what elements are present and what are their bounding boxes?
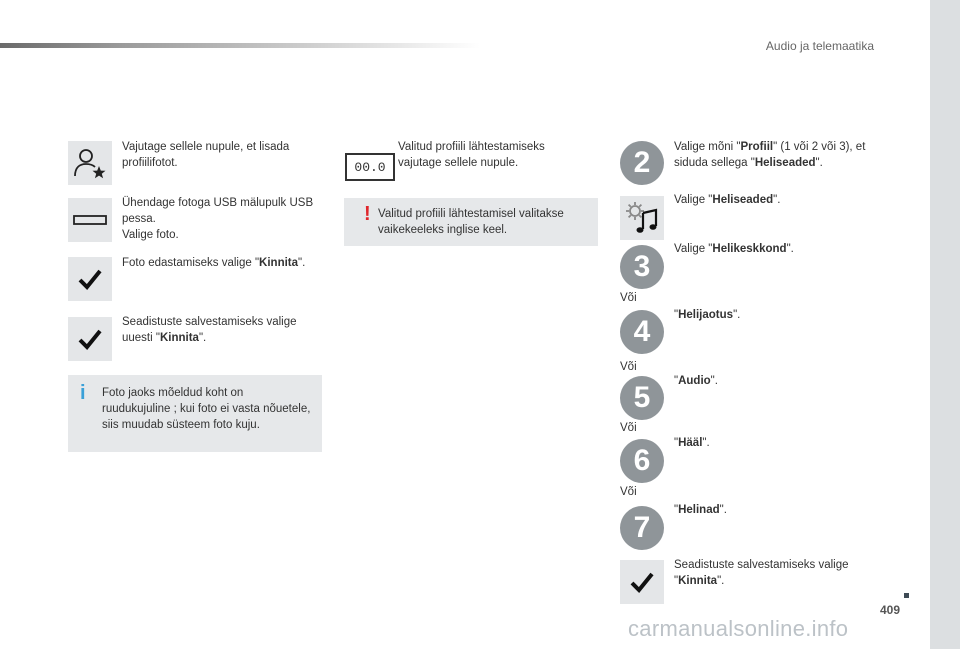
gear-music-icon	[620, 196, 664, 240]
confirm-keyword: Kinnita	[678, 575, 718, 587]
profile-keyword: Profiil	[740, 141, 774, 153]
text-part: ".	[717, 575, 725, 587]
select-profile-text	[674, 139, 880, 171]
text-part: " (1 või 2 või 3), et siduda sellega "	[674, 141, 866, 169]
text-part: Valige mõni "	[674, 141, 741, 153]
warning-icon: !	[364, 203, 371, 225]
info-note	[68, 375, 322, 452]
voice-keyword: Hääl	[678, 437, 703, 449]
text-part: Valige "	[674, 194, 713, 206]
usb-line-1: Ühendage fotoga USB mälupulk USB pessa.	[122, 197, 314, 225]
select-environment-text	[674, 241, 874, 257]
usb-line-2: Valige foto.	[122, 229, 179, 241]
reset-profile-text: Valitud profiili lähtestamiseks vajutage sellele nupule.	[398, 141, 545, 169]
or-label: Või	[620, 361, 637, 373]
distribution-keyword: Helijaotus	[678, 309, 734, 321]
final-save-text	[674, 557, 874, 589]
step-number-4: 4	[620, 310, 664, 354]
add-photo-text: Vajutage sellele nupule, et lisada profiilifotot.	[122, 141, 290, 169]
info-icon: i	[80, 382, 86, 404]
text-part: Seadistuste salvestamiseks valige uuesti "	[122, 316, 297, 344]
step-number-5: 5	[620, 376, 664, 420]
option-distribution: "Helijaotus".	[674, 309, 741, 321]
step-number-3: 3	[620, 245, 664, 289]
text-part: ".	[198, 332, 207, 344]
checkmark-icon	[68, 317, 112, 361]
section-title: Audio ja telemaatika	[765, 39, 874, 53]
text-part: ".	[786, 243, 794, 255]
text-part: ".	[298, 257, 306, 269]
text-part: Foto edastamiseks valige "	[122, 257, 260, 269]
step-number-6: 6	[620, 439, 664, 483]
option-ringtones: "Helinad".	[674, 504, 727, 516]
text-part: Seadistuste salvestamiseks valige "	[674, 559, 849, 587]
step-number-2: 2	[620, 141, 664, 185]
warning-note	[344, 198, 598, 246]
header-gradient-bar	[0, 43, 480, 48]
watermark: carmanualsonline.info	[628, 616, 849, 641]
or-label: Või	[620, 422, 637, 434]
checkmark-icon	[620, 560, 664, 604]
confirm-transfer-text	[122, 255, 332, 271]
profile-star-icon	[68, 141, 112, 185]
select-settings-text	[674, 192, 874, 208]
page-edge-strip	[930, 0, 960, 649]
or-label: Või	[620, 292, 637, 304]
text-part: Valige "	[674, 243, 713, 255]
page-number: 409	[880, 603, 901, 617]
confirm-keyword: Kinnita	[259, 257, 299, 269]
text-part: ".	[773, 194, 781, 206]
ringtones-keyword: Helinad	[678, 504, 720, 516]
confirm-keyword: Kinnita	[159, 332, 199, 344]
usb-slot-icon	[68, 198, 112, 242]
step-number-7: 7	[620, 506, 664, 550]
info-note-text: Foto jaoks mõeldud koht on ruudukujuline ; kui foto ei vasta nõuetele, siis muudab süsteem foto kuju.	[102, 387, 311, 431]
option-voice: "Hääl".	[674, 437, 710, 449]
checkmark-icon	[68, 257, 112, 301]
usb-instructions	[122, 195, 327, 243]
warning-note-text: Valitud profiili lähtestamisel valitakse vaikekeeleks inglise keel.	[378, 208, 564, 236]
option-audio: "Audio".	[674, 375, 718, 387]
or-label: Või	[620, 486, 637, 498]
reset-display-icon: 00.0	[345, 153, 395, 181]
save-settings-text	[122, 314, 317, 346]
settings-keyword: Heliseaded	[712, 194, 774, 206]
text-part: ".	[815, 157, 823, 169]
audio-keyword: Audio	[678, 375, 711, 387]
settings-keyword: Heliseaded	[754, 157, 816, 169]
page-marker	[904, 593, 909, 598]
environment-keyword: Helikeskkond	[712, 243, 787, 255]
